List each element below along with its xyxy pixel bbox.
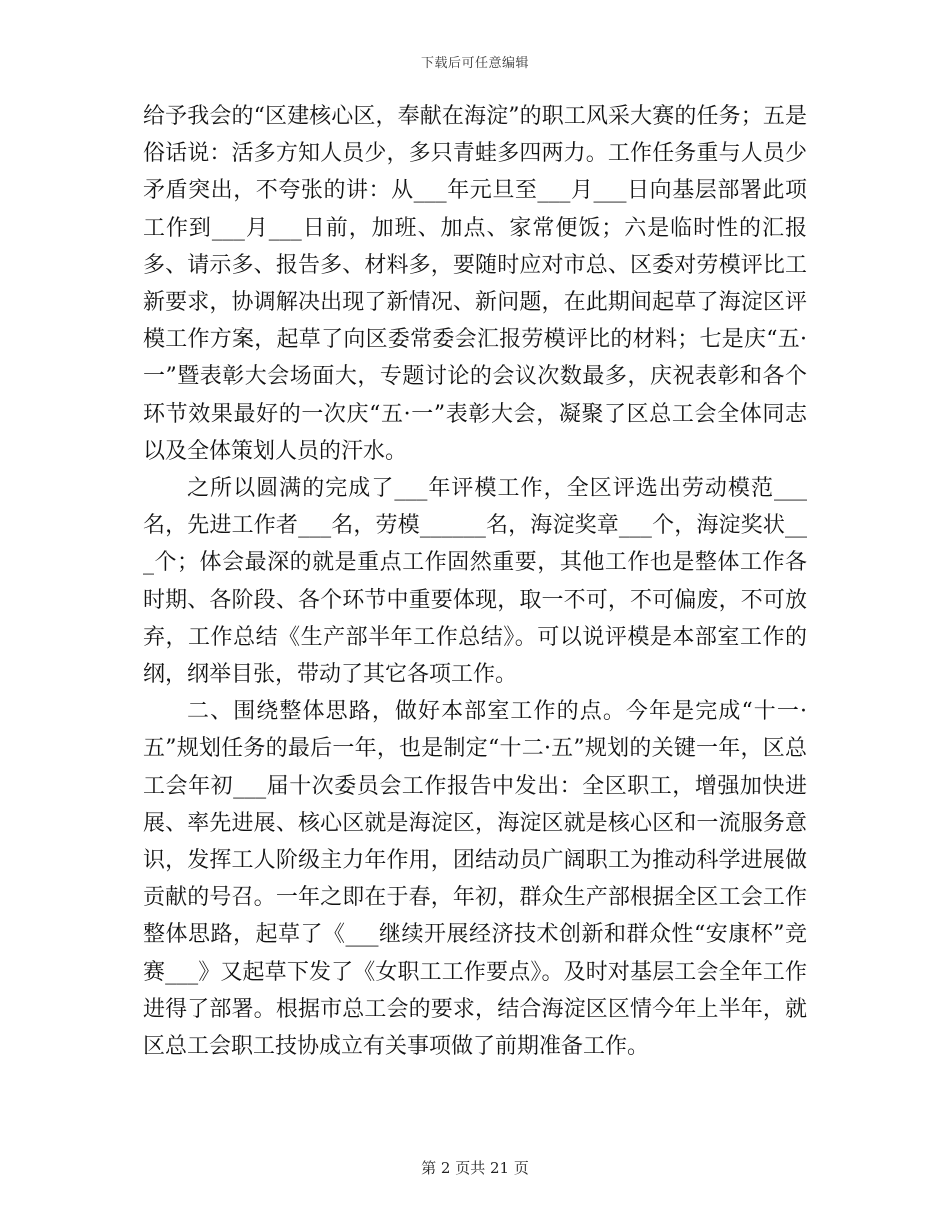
document-body <box>143 98 807 1065</box>
paragraph-2: 之所以圆满的完成了___年评模工作，全区评选出劳动模范___名，先进工作者___名，劳模______名，海淀奖章___个，海淀奖状___个；体会最深的就是重点工作固然重要，其他工作也是整体工作各时期、各阶段、各个环节中重要体现，取一不可，不可偏废，不可放弃，工作总结《生产部半年工作总结》。可以说评模是本部室工作的纲，纲举目张，带动了其它各项工作。 <box>143 476 807 688</box>
page-footer: 第 2 页共 21 页 <box>421 1159 529 1177</box>
paragraph-1: 给予我会的“区建核心区，奉献在海淀”的职工风采大赛的任务；五是俗话说：活多方知人员少，多只青蛙多四两力。工作任务重与人员少矛盾突出，不夸张的讲：从___年元旦至___月___日向基层部署此项工作到___月___日前，加班、加点、家常便饭；六是临时性的汇报多、请示多、报告多、材料多，要随时应对市总、区委对劳模评比工新要求，协调解决出现了新情况、新问题，在此期间起草了海淀区评模工作方案，起草了向区委常委会汇报劳模评比的材料；七是庆“五·一”暨表彰大会场面大，专题讨论的会议次数最多，庆祝表彰和各个环节效果最好的一次庆“五·一”表彰大会，凝聚了区总工会全体同志以及全体策划人员的汗水。 <box>143 104 807 464</box>
paragraph-3: 二、围绕整体思路，做好本部室工作的点。今年是完成“十一·五”规划任务的最后一年，也是制定“十二·五”规划的关键一年，区总工会年初___届十次委员会工作报告中发出：全区职工，增强加快进展、率先进展、核心区就是海淀区，海淀区就是核心区和一流服务意识，发挥工人阶级主力年作用，团结动员广阔职工为推动科学进展做贡献的号召。一年之即在于春，年初，群众生产部根据全区工会工作整体思路，起草了《___继续开展经济技术创新和群众性“安康杯”竞赛___》又起草下发了《女职工工作要点》。及时对基层工会全年工作进得了部署。根据市总工会的要求，结合海淀区区情今年上半年，就区总工会职工技协成立有关事项做了前期准备工作。 <box>143 699 807 1060</box>
page-header: 下载后可任意编辑 <box>420 56 529 71</box>
